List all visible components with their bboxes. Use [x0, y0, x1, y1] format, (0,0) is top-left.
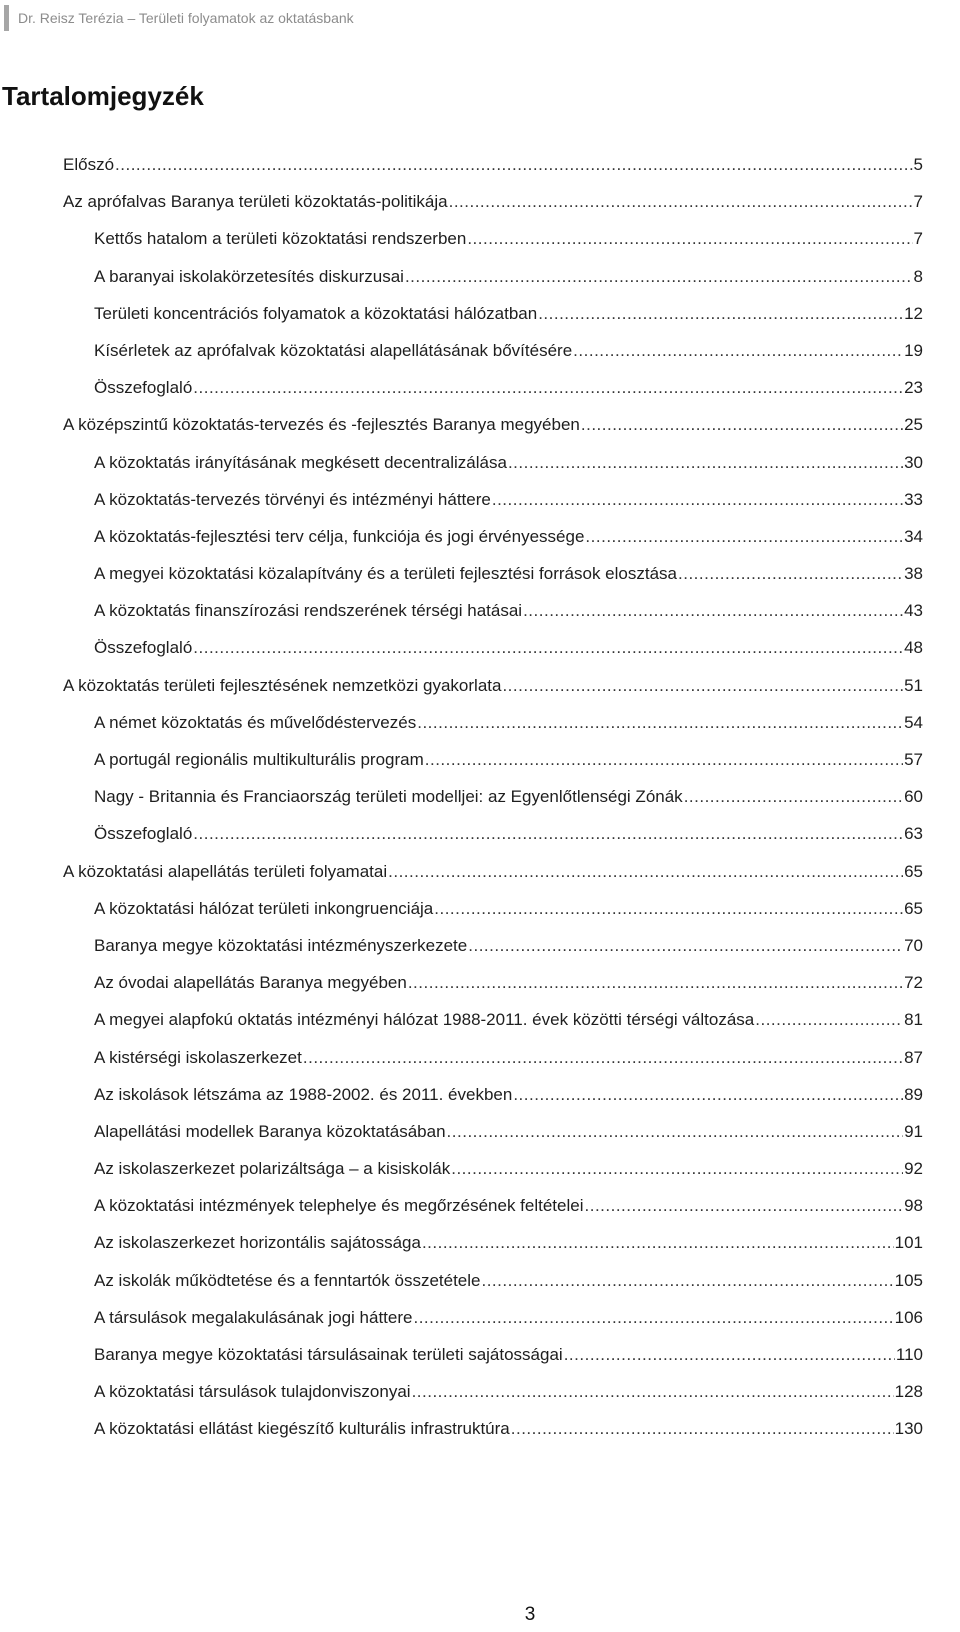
- toc-entry-page: 72: [904, 973, 923, 993]
- toc-entry-page: 38: [904, 564, 923, 584]
- toc-entry-page: 33: [904, 489, 923, 509]
- toc-dot-leader: [193, 629, 903, 666]
- toc-entry[interactable]: [0, 295, 960, 332]
- toc-entry[interactable]: [0, 332, 960, 369]
- toc-entry-title: Kettős hatalom a területi közoktatási rendszerben: [94, 229, 467, 249]
- toc-dot-leader: [755, 1001, 903, 1038]
- toc-entry-title: A közoktatás-tervezés törvényi és intézményi háttere: [94, 489, 491, 509]
- toc-entry[interactable]: [0, 667, 960, 704]
- toc-dot-leader: [573, 332, 903, 369]
- toc-entry-page: 65: [904, 861, 923, 881]
- toc-entry[interactable]: [0, 555, 960, 592]
- toc-entry[interactable]: [0, 1113, 960, 1150]
- toc-entry[interactable]: [0, 778, 960, 815]
- toc-entry-title: A baranyai iskolakörzetesítés diskurzusai: [94, 266, 404, 286]
- toc-entry[interactable]: [0, 369, 960, 406]
- toc-dot-leader: [585, 518, 903, 555]
- toc-entry-title: A közoktatás-fejlesztési terv célja, funkciója és jogi érvényessége: [94, 526, 585, 546]
- toc-entry-page: 101: [894, 1233, 923, 1253]
- toc-entry-title: Alapellátási modellek Baranya közoktatásában: [94, 1121, 446, 1141]
- toc-entry-page: 89: [904, 1084, 923, 1104]
- toc-entry-title: Az iskolások létszáma az 1988-2002. és 2011. években: [94, 1084, 513, 1104]
- toc-dot-leader: [434, 890, 903, 927]
- toc-entry[interactable]: [0, 1336, 960, 1373]
- toc-dot-leader: [585, 1187, 904, 1224]
- toc-entry[interactable]: [0, 1039, 960, 1076]
- toc-entry-title: Összefoglaló: [94, 638, 193, 658]
- toc-dot-leader: [449, 183, 913, 220]
- toc-entry-title: A közoktatási alapellátás területi folyamatai: [63, 861, 388, 881]
- toc-entry-title: A megyei alapfokú oktatás intézményi hálózat 1988-2011. évek közötti térségi változása: [94, 1010, 755, 1030]
- toc-entry[interactable]: [0, 1076, 960, 1113]
- toc-entry-page: 130: [894, 1419, 923, 1439]
- toc-dot-leader: [511, 1410, 894, 1447]
- toc-entry-page: 92: [904, 1159, 923, 1179]
- page-title: Tartalomjegyzék: [2, 81, 204, 111]
- toc-dot-leader: [447, 1113, 904, 1150]
- toc-entry[interactable]: [0, 704, 960, 741]
- toc-dot-leader: [405, 258, 913, 295]
- toc-dot-leader: [508, 444, 903, 481]
- toc-entry[interactable]: [0, 1373, 960, 1410]
- toc-entry-page: 8: [913, 266, 923, 286]
- toc-entry-page: 23: [904, 378, 923, 398]
- toc-entry-page: 81: [904, 1010, 923, 1030]
- toc-dot-leader: [451, 1150, 903, 1187]
- toc-entry[interactable]: [0, 592, 960, 629]
- toc-dot-leader: [388, 853, 903, 890]
- toc-entry-page: 98: [904, 1196, 923, 1216]
- toc-dot-leader: [412, 1373, 894, 1410]
- toc-entry-page: 91: [904, 1121, 923, 1141]
- toc-entry-page: 54: [904, 712, 923, 732]
- toc-dot-leader: [581, 406, 903, 443]
- toc-entry-title: Az iskolák működtetése és a fenntartók összetétele: [94, 1270, 481, 1290]
- toc-entry-page: 87: [904, 1047, 923, 1067]
- toc-entry-page: 19: [904, 340, 923, 360]
- toc-dot-leader: [417, 704, 903, 741]
- toc-entry-title: Baranya megye közoktatási intézményszerkezete: [94, 935, 468, 955]
- toc-entry[interactable]: [0, 444, 960, 481]
- toc-dot-leader: [193, 369, 903, 406]
- toc-entry-page: 128: [894, 1382, 923, 1402]
- toc-dot-leader: [502, 667, 903, 704]
- toc-entry-page: 7: [913, 229, 923, 249]
- toc-entry-title: A közoktatás finanszírozási rendszerének térségi hatásai: [94, 601, 523, 621]
- toc-entry[interactable]: [0, 1410, 960, 1447]
- toc-entry[interactable]: [0, 853, 960, 890]
- toc-entry-title: A társulások megalakulásának jogi háttere: [94, 1307, 413, 1327]
- toc-entry[interactable]: [0, 1262, 960, 1299]
- toc-entry-title: A közoktatási ellátást kiegészítő kulturális infrastruktúra: [94, 1419, 510, 1439]
- toc-entry[interactable]: [0, 220, 960, 257]
- running-header: Dr. Reisz Terézia – Területi folyamatok az oktatásbank: [4, 5, 354, 31]
- toc-entry-page: 105: [894, 1270, 923, 1290]
- toc-entry[interactable]: [0, 146, 960, 183]
- toc-entry[interactable]: [0, 183, 960, 220]
- toc-entry-title: A közoktatás területi fejlesztésének nemzetközi gyakorlata: [63, 675, 502, 695]
- table-of-contents: [0, 146, 960, 1448]
- toc-entry-title: A portugál regionális multikulturális program: [94, 750, 424, 769]
- toc-entry[interactable]: [0, 1299, 960, 1336]
- toc-dot-leader: [408, 964, 903, 1001]
- toc-entry-page: 57: [904, 750, 923, 769]
- toc-dot-leader: [684, 778, 903, 815]
- toc-entry-title: A közoktatási társulások tulajdonviszonyai: [94, 1382, 411, 1402]
- toc-entry[interactable]: [0, 927, 960, 964]
- toc-entry-title: A közoktatási intézmények telephelye és megőrzésének feltételei: [94, 1196, 584, 1216]
- toc-entry-page: 70: [904, 935, 923, 955]
- toc-entry-page: 5: [913, 155, 923, 174]
- toc-dot-leader: [425, 741, 903, 778]
- toc-dot-leader: [115, 146, 913, 183]
- toc-entry-page: 30: [904, 452, 923, 472]
- toc-entry-title: Baranya megye közoktatási társulásainak területi sajátosságai: [94, 1345, 563, 1364]
- toc-entry[interactable]: [0, 1001, 960, 1038]
- toc-entry-title: A közoktatási hálózat területi inkongruenciája: [94, 898, 434, 918]
- toc-dot-leader: [467, 220, 912, 257]
- toc-dot-leader: [513, 1076, 903, 1113]
- toc-entry[interactable]: [0, 481, 960, 518]
- toc-dot-leader: [422, 1224, 894, 1261]
- toc-entry-page: 51: [904, 675, 923, 695]
- toc-entry-page: 110: [895, 1345, 923, 1364]
- toc-dot-leader: [538, 295, 903, 332]
- toc-entry-page: 60: [904, 787, 923, 807]
- toc-entry-title: A közoktatás irányításának megkésett decentralizálása: [94, 452, 507, 472]
- toc-entry[interactable]: [0, 890, 960, 927]
- toc-entry-page: 12: [904, 303, 923, 323]
- toc-entry[interactable]: [0, 258, 960, 295]
- toc-entry-page: 7: [913, 192, 923, 212]
- toc-dot-leader: [413, 1299, 893, 1336]
- toc-entry-page: 25: [904, 415, 923, 435]
- toc-entry-title: Előszó: [63, 155, 115, 174]
- toc-dot-leader: [468, 927, 903, 964]
- toc-entry-page: 63: [904, 824, 923, 844]
- toc-entry-title: Összefoglaló: [94, 824, 193, 844]
- toc-entry-title: Az aprófalvas Baranya területi közoktatás-politikája: [63, 192, 448, 212]
- toc-entry-page: 43: [904, 601, 923, 621]
- toc-entry-title: Az óvodai alapellátás Baranya megyében: [94, 973, 407, 993]
- toc-entry[interactable]: [0, 629, 960, 666]
- toc-entry-title: Kísérletek az aprófalvak közoktatási alapellátásának bővítésére: [94, 340, 573, 360]
- toc-entry[interactable]: [0, 1187, 960, 1224]
- toc-entry-page: 106: [894, 1307, 923, 1327]
- toc-entry[interactable]: [0, 1224, 960, 1261]
- toc-entry-title: A megyei közoktatási közalapítvány és a területi fejlesztési források elosztása: [94, 564, 678, 584]
- toc-entry-title: Összefoglaló: [94, 378, 193, 398]
- toc-entry-title: Nagy - Britannia és Franciaország területi modelljei: az Egyenlőtlenségi Zónák: [94, 787, 683, 807]
- toc-entry[interactable]: [0, 741, 960, 778]
- toc-dot-leader: [303, 1039, 903, 1076]
- toc-dot-leader: [492, 481, 903, 518]
- toc-entry[interactable]: [0, 1150, 960, 1187]
- toc-dot-leader: [193, 815, 903, 852]
- toc-dot-leader: [523, 592, 903, 629]
- toc-dot-leader: [481, 1262, 893, 1299]
- toc-entry-title: A középszintű közoktatás-tervezés és -fejlesztés Baranya megyében: [63, 415, 580, 435]
- toc-entry-title: A német közoktatás és művelődéstervezés: [94, 712, 417, 732]
- toc-entry[interactable]: [0, 964, 960, 1001]
- toc-entry[interactable]: [0, 815, 960, 852]
- toc-dot-leader: [678, 555, 903, 592]
- toc-entry[interactable]: [0, 518, 960, 555]
- toc-entry-title: A kistérségi iskolaszerkezet: [94, 1047, 302, 1067]
- toc-entry-page: 34: [904, 526, 923, 546]
- toc-entry-title: Az iskolaszerkezet horizontális sajátossága: [94, 1233, 421, 1253]
- toc-entry-page: 48: [904, 638, 923, 658]
- toc-entry-page: 65: [904, 898, 923, 918]
- page-number: 3: [524, 1604, 536, 1625]
- toc-entry-title: Területi koncentrációs folyamatok a közoktatási hálózatban: [94, 303, 538, 323]
- toc-entry-title: Az iskolaszerkezet polarizáltsága – a kisiskolák: [94, 1159, 451, 1179]
- toc-entry[interactable]: [0, 406, 960, 443]
- toc-dot-leader: [564, 1336, 895, 1373]
